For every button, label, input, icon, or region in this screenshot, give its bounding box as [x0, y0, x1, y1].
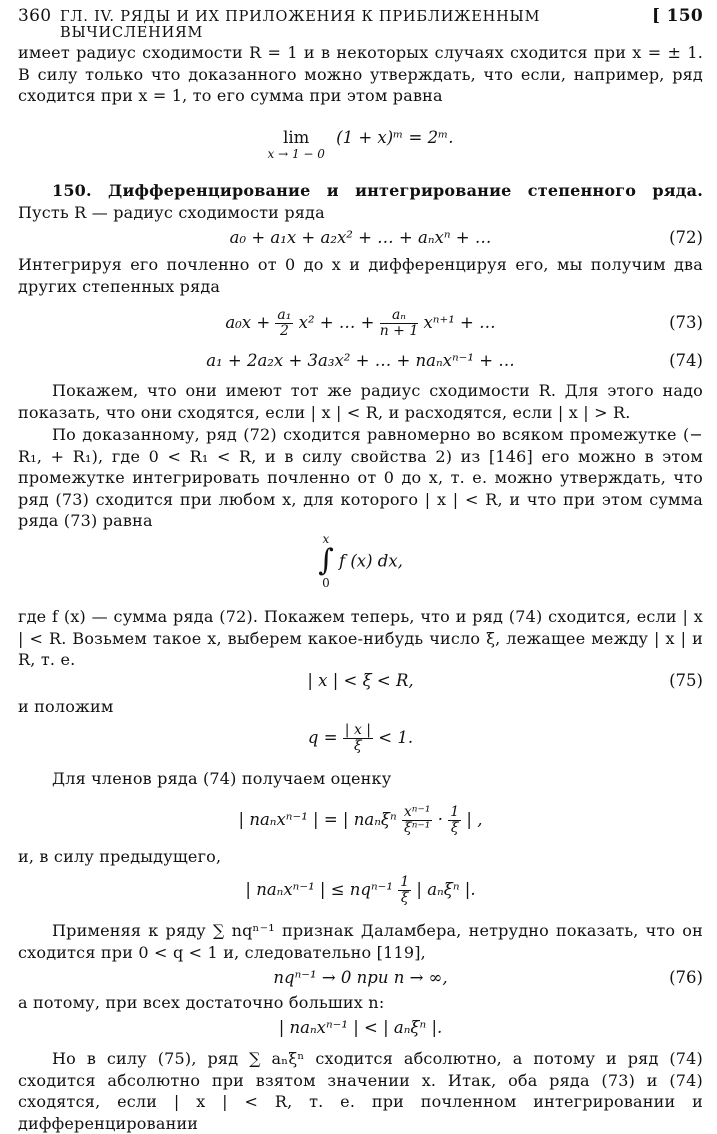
- paragraph: Покажем, что они имеют тот же радиус сходимости R. Для этого надо показать, что они сходятся, если | x | < R, и расходятся, если | x | > R.: [18, 381, 703, 422]
- fraction-numerator: xⁿ⁻¹: [403, 804, 431, 820]
- fraction: [402, 805, 433, 836]
- equation-number: (74): [669, 351, 703, 370]
- section-marker: [ 150: [652, 6, 703, 26]
- equation-72: [18, 224, 703, 254]
- integral-body: f (x) dx,: [339, 551, 403, 571]
- section-title: 150. Дифференцирование и интегрирование степенного ряда.: [52, 181, 703, 200]
- paragraph: Для членов ряда (74) получаем оценку: [52, 769, 392, 788]
- fraction-denominator: n + 1: [379, 323, 419, 339]
- page-number: 360: [18, 6, 52, 26]
- equation-part: a₀x +: [225, 313, 276, 332]
- fraction-denominator: ξ: [450, 820, 459, 836]
- equation-part: | aₙξⁿ |.: [411, 880, 476, 899]
- fraction-denominator: ξ: [354, 738, 362, 754]
- equation-part: | naₙxⁿ⁻¹ | ≤ nqⁿ⁻¹: [245, 880, 399, 899]
- integral-formula: [18, 532, 703, 596]
- fraction-denominator: ξ: [400, 890, 409, 906]
- equation-body: a₀ + a₁x + a₂x² + … + aₙxⁿ + …: [229, 228, 492, 247]
- fraction: [343, 723, 373, 754]
- estimate-formula-3: [18, 1014, 703, 1048]
- paragraph: Применяя к ряду ∑ nqⁿ⁻¹ признак Даламбера, нетрудно показать, что он сходится при 0 < q < 1 и, следовательно [119],: [18, 921, 703, 962]
- paragraph: а потому, при всех достаточно больших n:: [18, 993, 385, 1012]
- equation-part: ·: [432, 810, 449, 829]
- section-paragraph: [18, 180, 703, 224]
- fraction-denominator: 2: [279, 323, 289, 339]
- fraction: [380, 308, 419, 339]
- lim-subscript: x → 1 − 0: [267, 147, 325, 161]
- equation-part: xⁿ⁺¹ + …: [418, 313, 496, 332]
- equation-body: | naₙxⁿ⁻¹ | < | aₙξⁿ |.: [278, 1018, 443, 1037]
- lim-body: (1 + x)ᵐ = 2ᵐ.: [336, 128, 454, 147]
- equation-number: (73): [669, 313, 703, 332]
- paragraph: Но в силу (75), ряд ∑ aₙξⁿ сходится абсолютно, а потому и ряд (74) сходится абсолютно при взятом значении x. Итак, оба ряда (73) и (74) сходятся, если | x | < R, т. е. при почленном интегрировании и дифференцировании: [18, 1049, 703, 1133]
- integral-sign: ∫: [318, 543, 334, 578]
- fraction: [398, 875, 411, 906]
- equation-number: (76): [669, 968, 703, 987]
- equation-body: | x | < ξ < R,: [307, 671, 414, 690]
- section-intro: Пусть R — радиус сходимости ряда: [18, 202, 325, 222]
- estimate-formula-1: [18, 798, 703, 846]
- equation-76: [18, 966, 703, 992]
- paragraph: имеет радиус сходимости R = 1 и в некоторых случаях сходится при x = ± 1. В силу только что доказанного можно утверждать, что если, например, ряд сходится при x = 1, то его сумма при этом равна: [18, 43, 703, 105]
- lim-operator: lim: [283, 128, 310, 147]
- equation-part: q =: [307, 728, 343, 747]
- q-definition-formula: [18, 718, 703, 764]
- fraction-numerator: aₙ: [380, 308, 419, 324]
- fraction: [448, 805, 461, 836]
- integral-lower-limit: 0: [322, 576, 330, 590]
- fraction-numerator: a₁: [277, 307, 292, 323]
- chapter-title: ГЛ. IV. РЯДЫ И ИХ ПРИЛОЖЕНИЯ К ПРИБЛИЖЕННЫМ ВЫЧИСЛЕНИЯМ: [60, 9, 541, 41]
- fraction-numerator: | x |: [344, 722, 372, 738]
- equation-part: x² + … +: [293, 313, 380, 332]
- equation-part: < 1.: [373, 728, 414, 747]
- equation-body: a₁ + 2a₂x + 3a₃x² + … + naₙxⁿ⁻¹ + …: [206, 351, 515, 370]
- estimate-formula-2: [18, 868, 703, 916]
- equation-number: (75): [669, 671, 703, 690]
- equation-75: [18, 670, 703, 696]
- fraction-numerator: 1: [450, 804, 460, 820]
- equation-body: nqⁿ⁻¹ → 0 при n → ∞,: [273, 968, 448, 987]
- running-header: [18, 6, 703, 42]
- paragraph: По доказанному, ряд (72) сходится равномерно во всяком промежутке (− R₁, + R₁), где 0 < R₁ < R, и в силу свойства 2) из [146] его можно в этом промежутке интегрировать почленно от 0 до x, т. е. можно утверждать, что ряд (73) сходится при любом x, для которого | x | < R, и что при этом сумма ряда (73) равна: [18, 425, 703, 530]
- integral-upper-limit: x: [322, 532, 330, 546]
- paragraph: где f (x) — сумма ряда (72). Покажем теперь, что и ряд (74) сходится, если | x | < R. Возьмем такое x, выберем какое-нибудь число ξ, лежащее между | x | и R, т. е.: [18, 607, 703, 669]
- limit-formula: [18, 128, 703, 180]
- fraction-denominator: ξⁿ⁻¹: [404, 820, 431, 836]
- paragraph: и положим: [18, 697, 114, 716]
- fraction-numerator: 1: [400, 874, 410, 890]
- equation-number: (72): [669, 228, 703, 247]
- paragraph: Интегрируя его почленно от 0 до x и дифференцируя его, мы получим два других степенных ряда: [18, 255, 703, 296]
- equation-part: | naₙxⁿ⁻¹ | = | naₙξⁿ: [238, 810, 402, 829]
- fraction: [275, 308, 293, 339]
- equation-73: [18, 300, 703, 346]
- equation-part: | ,: [461, 810, 483, 829]
- paragraph: и, в силу предыдущего,: [18, 847, 222, 866]
- equation-74: [18, 346, 703, 380]
- page: [18, 6, 703, 1133]
